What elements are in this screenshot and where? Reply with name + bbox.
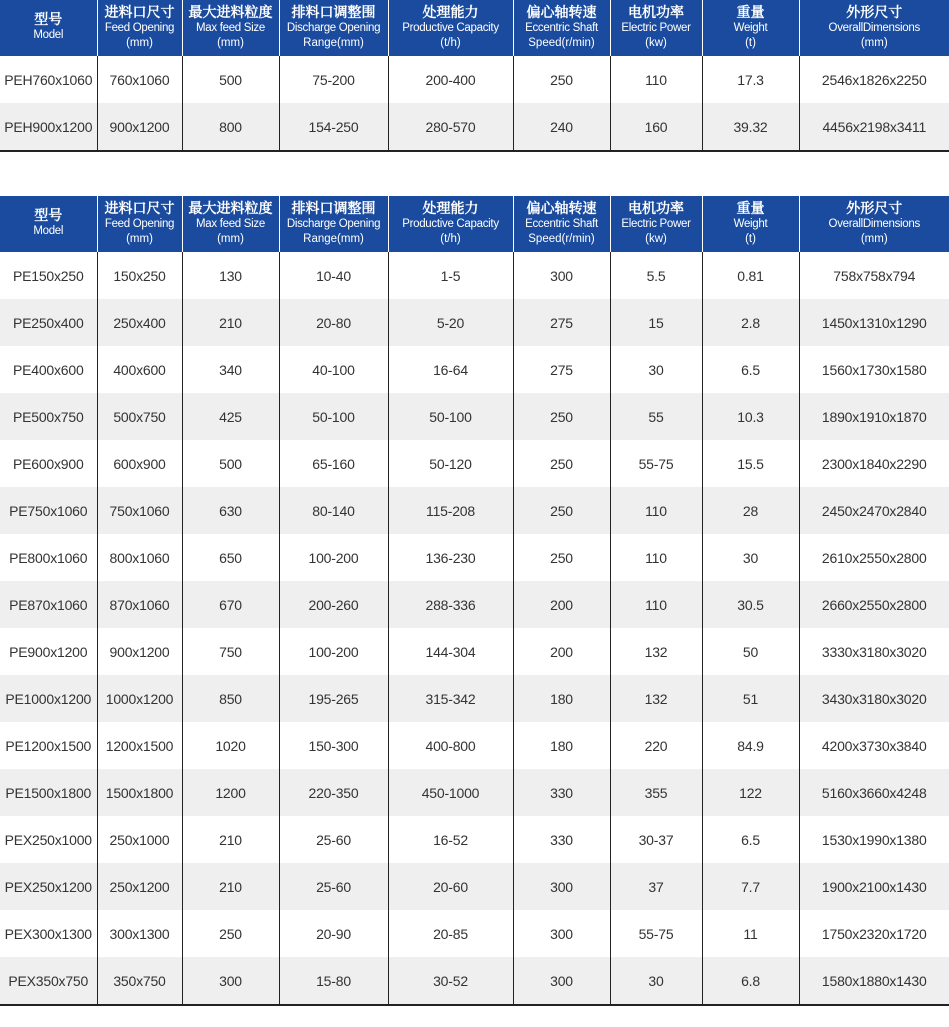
cell-motor-power: 132	[610, 628, 702, 675]
header-unit: Speed(r/min)	[528, 232, 595, 245]
header-label-zh: 排料口调整围	[291, 4, 376, 21]
cell-capacity: 50-100	[388, 393, 513, 440]
header-shaft-speed	[513, 0, 610, 56]
header-label-zh: 重量	[736, 200, 765, 217]
cell-motor-power: 110	[610, 487, 702, 534]
cell-model: PEX300x1300	[4, 925, 92, 942]
cell-model: PEH900x1200	[0, 103, 97, 151]
cell-model: PE400x600	[12, 361, 84, 378]
header-label-zh: 型号	[34, 12, 63, 28]
cell-weight: 10.3	[702, 393, 799, 440]
cell-dimensions: 2450x2470x2840	[799, 487, 949, 534]
header-label-zh: 进料口尺寸	[104, 200, 175, 217]
header-unit: (kw)	[645, 232, 667, 245]
cell-feed-opening: 250x400	[97, 299, 182, 346]
header-dimensions	[799, 0, 949, 56]
header-feed-opening	[97, 0, 182, 56]
cell-feed-opening: 1000x1200	[97, 675, 182, 722]
cell-max-feed-size: 425	[182, 393, 279, 440]
table-row	[0, 534, 949, 581]
header-label-en: Max feed Size	[196, 21, 265, 34]
cell-weight: 11	[702, 910, 799, 957]
header-model	[0, 0, 97, 56]
cell-dimensions: 4200x3730x3840	[799, 722, 949, 769]
table-header	[0, 0, 949, 56]
header-unit: (mm)	[217, 36, 244, 49]
header-weight	[702, 196, 799, 252]
cell-shaft-speed: 275	[513, 346, 610, 393]
header-capacity	[388, 196, 513, 252]
cell-model: PEX250x1000	[4, 831, 92, 848]
cell-discharge-range: 154-250	[279, 103, 388, 151]
header-unit: (mm)	[126, 36, 153, 49]
header-unit: (mm)	[860, 232, 888, 245]
cell-weight: 30.5	[702, 581, 799, 628]
header-label-zh: 偏心轴转速	[526, 200, 597, 217]
cell-max-feed-size: 210	[182, 816, 279, 863]
cell-weight: 28	[702, 487, 799, 534]
cell-shaft-speed: 330	[513, 769, 610, 816]
cell-feed-opening: 900x1200	[97, 103, 182, 151]
cell-weight: 0.81	[702, 252, 799, 299]
cell-weight: 30	[702, 534, 799, 581]
cell-shaft-speed: 180	[513, 675, 610, 722]
cell-dimensions: 2300x1840x2290	[799, 440, 949, 487]
cell-feed-opening: 300x1300	[97, 910, 182, 957]
header-unit: (t/h)	[440, 232, 461, 245]
cell-dimensions: 2610x2550x2800	[799, 534, 949, 581]
table-row	[0, 816, 949, 863]
table-row	[0, 487, 949, 534]
cell-motor-power: 55	[610, 393, 702, 440]
cell-shaft-speed: 300	[513, 957, 610, 1005]
cell-dimensions: 1580x1880x1430	[799, 957, 949, 1005]
header-label-en: Eccentric Shaft	[525, 217, 598, 230]
header-unit: (kw)	[645, 36, 667, 49]
header-label-zh: 电机功率	[628, 4, 684, 21]
cell-capacity: 288-336	[388, 581, 513, 628]
header-label-en: Model	[33, 225, 64, 237]
cell-feed-opening: 400x600	[97, 346, 182, 393]
cell-motor-power: 30	[610, 957, 702, 1005]
table-row	[0, 440, 949, 487]
header-unit: Speed(r/min)	[528, 36, 595, 49]
header-unit: (mm)	[217, 232, 244, 245]
cell-shaft-speed: 250	[513, 534, 610, 581]
cell-capacity: 144-304	[388, 628, 513, 675]
cell-model: PE500x750	[0, 393, 97, 440]
cell-max-feed-size: 750	[182, 628, 279, 675]
cell-feed-opening: 500x750	[97, 393, 182, 440]
table-row	[0, 393, 949, 440]
cell-feed-opening: 900x1200	[97, 628, 182, 675]
table-body	[0, 56, 949, 151]
table-row	[0, 346, 949, 393]
header-model	[0, 196, 97, 252]
cell-discharge-range: 20-90	[279, 910, 388, 957]
header-unit: (t)	[745, 36, 756, 49]
header-dimensions	[799, 196, 949, 252]
cell-motor-power: 30	[610, 346, 702, 393]
cell-dimensions: 1900x2100x1430	[799, 863, 949, 910]
cell-discharge-range: 15-80	[279, 957, 388, 1005]
cell-motor-power: 132	[610, 675, 702, 722]
cell-shaft-speed: 250	[513, 440, 610, 487]
cell-shaft-speed: 240	[513, 103, 610, 151]
cell-capacity: 315-342	[388, 675, 513, 722]
cell-dimensions: 4456x2198x3411	[799, 103, 949, 151]
cell-motor-power: 110	[610, 56, 702, 103]
cell-dimensions: 1530x1990x1380	[799, 816, 949, 863]
cell-dimensions: 5160x3660x4248	[799, 769, 949, 816]
cell-feed-opening: 1500x1800	[97, 769, 182, 816]
table-row	[0, 628, 949, 675]
table-spacer	[0, 152, 949, 196]
table-row	[0, 675, 949, 722]
header-label-zh: 外形尺寸	[846, 4, 903, 21]
cell-max-feed-size: 210	[182, 299, 279, 346]
table-row	[0, 910, 949, 957]
header-motor-power	[610, 0, 702, 56]
header-label-en: Discharge Opening	[286, 217, 381, 230]
header-label-zh: 外形尺寸	[846, 200, 903, 217]
table-row	[0, 769, 949, 816]
cell-capacity: 20-60	[388, 863, 513, 910]
table-row	[0, 252, 949, 299]
header-shaft-speed	[513, 196, 610, 252]
cell-shaft-speed: 250	[513, 56, 610, 103]
cell-model: PE1000x1200	[0, 675, 97, 722]
table-header	[0, 196, 949, 252]
header-unit: (mm)	[860, 36, 888, 49]
cell-discharge-range: 25-60	[279, 816, 388, 863]
table-row	[0, 56, 949, 103]
cell-discharge-range: 25-60	[279, 863, 388, 910]
cell-discharge-range: 200-260	[279, 581, 388, 628]
header-label-en: Electric Power	[621, 217, 691, 230]
cell-capacity: 400-800	[388, 722, 513, 769]
cell-motor-power: 110	[610, 581, 702, 628]
cell-motor-power: 55-75	[610, 440, 702, 487]
cell-max-feed-size: 650	[182, 534, 279, 581]
cell-motor-power: 5.5	[610, 252, 702, 299]
cell-shaft-speed: 180	[513, 722, 610, 769]
header-label-en: Productive Capacity	[402, 21, 499, 34]
cell-feed-opening: 750x1060	[97, 487, 182, 534]
cell-weight: 50	[702, 628, 799, 675]
cell-capacity: 5-20	[388, 299, 513, 346]
cell-shaft-speed: 300	[513, 910, 610, 957]
cell-feed-opening: 250x1000	[97, 816, 182, 863]
header-label-en: Max feed Size	[196, 217, 265, 230]
table-row	[0, 722, 949, 769]
cell-weight: 15.5	[702, 440, 799, 487]
header-label-en: Weight	[733, 21, 768, 34]
cell-capacity: 16-64	[388, 346, 513, 393]
cell-discharge-range: 100-200	[279, 534, 388, 581]
cell-weight: 6.5	[702, 346, 799, 393]
cell-capacity: 450-1000	[388, 769, 513, 816]
cell-model: PE800x1060	[9, 549, 88, 566]
cell-shaft-speed: 200	[513, 581, 610, 628]
cell-dimensions: 1890x1910x1870	[799, 393, 949, 440]
cell-model: PEH760x1060	[4, 71, 93, 88]
header-feed-opening	[97, 196, 182, 252]
cell-model: PE1500x1800	[0, 769, 97, 816]
cell-discharge-range: 75-200	[279, 56, 388, 103]
cell-feed-opening: 600x900	[97, 440, 182, 487]
cell-dimensions: 758x758x794	[799, 252, 949, 299]
cell-model: PEX350x750	[0, 957, 97, 1005]
header-label-zh: 最大进料粒度	[188, 4, 273, 21]
header-motor-power	[610, 196, 702, 252]
cell-max-feed-size: 130	[182, 252, 279, 299]
header-label-en: Eccentric Shaft	[525, 21, 598, 34]
cell-weight: 51	[702, 675, 799, 722]
spec-table-peh	[0, 0, 949, 152]
cell-dimensions: 2660x2550x2800	[799, 581, 949, 628]
header-discharge-range	[279, 0, 388, 56]
cell-dimensions: 1450x1310x1290	[799, 299, 949, 346]
cell-weight: 17.3	[702, 56, 799, 103]
cell-max-feed-size: 800	[182, 103, 279, 151]
header-label-en: Discharge Opening	[286, 21, 381, 34]
cell-dimensions: 2546x1826x2250	[799, 56, 949, 103]
cell-capacity: 16-52	[388, 816, 513, 863]
cell-feed-opening: 1200x1500	[97, 722, 182, 769]
header-row	[0, 196, 949, 252]
cell-dimensions: 3330x3180x3020	[799, 628, 949, 675]
cell-discharge-range: 195-265	[279, 675, 388, 722]
cell-motor-power: 55-75	[610, 910, 702, 957]
cell-max-feed-size: 340	[182, 346, 279, 393]
cell-discharge-range: 220-350	[279, 769, 388, 816]
header-label-en: Feed Opening	[104, 21, 175, 34]
cell-weight: 84.9	[702, 722, 799, 769]
header-discharge-range	[279, 196, 388, 252]
table-body	[0, 252, 949, 1005]
cell-capacity: 200-400	[388, 56, 513, 103]
cell-motor-power: 220	[610, 722, 702, 769]
header-label-en: OverallDimensions	[828, 217, 920, 230]
header-max-feed-size	[182, 0, 279, 56]
cell-model: PE600x900	[12, 455, 84, 472]
header-label-zh: 进料口尺寸	[104, 4, 175, 21]
spec-table-pe	[0, 196, 949, 1006]
cell-feed-opening: 350x750	[97, 957, 182, 1005]
header-unit: (mm)	[126, 232, 153, 245]
cell-weight: 6.5	[702, 816, 799, 863]
cell-max-feed-size: 850	[182, 675, 279, 722]
header-max-feed-size	[182, 196, 279, 252]
cell-weight: 2.8	[702, 299, 799, 346]
header-label-zh: 电机功率	[628, 200, 684, 217]
header-label-en: Weight	[733, 217, 768, 230]
header-label-en: Productive Capacity	[402, 217, 499, 230]
header-label-en: Electric Power	[621, 21, 691, 34]
cell-dimensions: 3430x3180x3020	[799, 675, 949, 722]
table-row	[0, 957, 949, 1005]
header-label-en: OverallDimensions	[828, 21, 920, 34]
header-label-zh: 重量	[736, 4, 765, 21]
cell-shaft-speed: 275	[513, 299, 610, 346]
cell-capacity: 280-570	[388, 103, 513, 151]
cell-max-feed-size: 500	[182, 440, 279, 487]
cell-discharge-range: 100-200	[279, 628, 388, 675]
table-row	[0, 863, 949, 910]
cell-discharge-range: 50-100	[279, 393, 388, 440]
header-weight	[702, 0, 799, 56]
cell-max-feed-size: 670	[182, 581, 279, 628]
header-unit: Range(mm)	[303, 36, 364, 49]
header-label-en: Model	[33, 29, 64, 41]
cell-feed-opening: 800x1060	[97, 534, 182, 581]
cell-shaft-speed: 250	[513, 487, 610, 534]
cell-max-feed-size: 1020	[182, 722, 279, 769]
header-label-zh: 排料口调整围	[291, 200, 376, 217]
cell-discharge-range: 10-40	[279, 252, 388, 299]
cell-discharge-range: 40-100	[279, 346, 388, 393]
cell-shaft-speed: 300	[513, 252, 610, 299]
cell-shaft-speed: 330	[513, 816, 610, 863]
cell-feed-opening: 870x1060	[97, 581, 182, 628]
cell-capacity: 20-85	[388, 910, 513, 957]
cell-max-feed-size: 1200	[182, 769, 279, 816]
header-label-zh: 最大进料粒度	[188, 200, 273, 217]
cell-motor-power: 355	[610, 769, 702, 816]
cell-max-feed-size: 210	[182, 863, 279, 910]
cell-max-feed-size: 500	[182, 56, 279, 103]
cell-model: PE150x250	[12, 267, 84, 284]
cell-dimensions: 1750x2320x1720	[799, 910, 949, 957]
header-capacity	[388, 0, 513, 56]
cell-shaft-speed: 300	[513, 863, 610, 910]
header-row	[0, 0, 949, 56]
header-label-zh: 偏心轴转速	[526, 4, 597, 21]
cell-model: PEX250x1200	[0, 863, 97, 910]
header-label-zh: 处理能力	[422, 200, 479, 217]
cell-motor-power: 160	[610, 103, 702, 151]
cell-dimensions: 1560x1730x1580	[799, 346, 949, 393]
cell-model: PE870x1060	[0, 581, 97, 628]
cell-capacity: 1-5	[388, 252, 513, 299]
cell-weight: 6.8	[702, 957, 799, 1005]
table-row	[0, 299, 949, 346]
header-unit: (t)	[745, 232, 756, 245]
cell-motor-power: 37	[610, 863, 702, 910]
cell-feed-opening: 760x1060	[97, 56, 182, 103]
cell-max-feed-size: 630	[182, 487, 279, 534]
cell-model: PE750x1060	[0, 487, 97, 534]
cell-model: PE900x1200	[9, 643, 88, 660]
header-unit: (t/h)	[440, 36, 461, 49]
cell-feed-opening: 250x1200	[97, 863, 182, 910]
cell-motor-power: 110	[610, 534, 702, 581]
cell-weight: 122	[702, 769, 799, 816]
cell-weight: 7.7	[702, 863, 799, 910]
header-label-zh: 处理能力	[422, 4, 479, 21]
cell-model: PE250x400	[0, 299, 97, 346]
header-label-en: Feed Opening	[104, 217, 175, 230]
table-row	[0, 581, 949, 628]
cell-discharge-range: 20-80	[279, 299, 388, 346]
cell-motor-power: 15	[610, 299, 702, 346]
cell-motor-power: 30-37	[610, 816, 702, 863]
cell-weight: 39.32	[702, 103, 799, 151]
cell-feed-opening: 150x250	[97, 252, 182, 299]
cell-discharge-range: 65-160	[279, 440, 388, 487]
cell-capacity: 115-208	[388, 487, 513, 534]
cell-capacity: 50-120	[388, 440, 513, 487]
cell-shaft-speed: 250	[513, 393, 610, 440]
header-label-zh: 型号	[34, 208, 63, 224]
cell-capacity: 136-230	[388, 534, 513, 581]
table-row	[0, 103, 949, 151]
cell-model: PE1200x1500	[5, 737, 92, 754]
cell-shaft-speed: 200	[513, 628, 610, 675]
cell-discharge-range: 80-140	[279, 487, 388, 534]
cell-max-feed-size: 250	[182, 910, 279, 957]
header-unit: Range(mm)	[303, 232, 364, 245]
cell-max-feed-size: 300	[182, 957, 279, 1005]
cell-capacity: 30-52	[388, 957, 513, 1005]
cell-discharge-range: 150-300	[279, 722, 388, 769]
